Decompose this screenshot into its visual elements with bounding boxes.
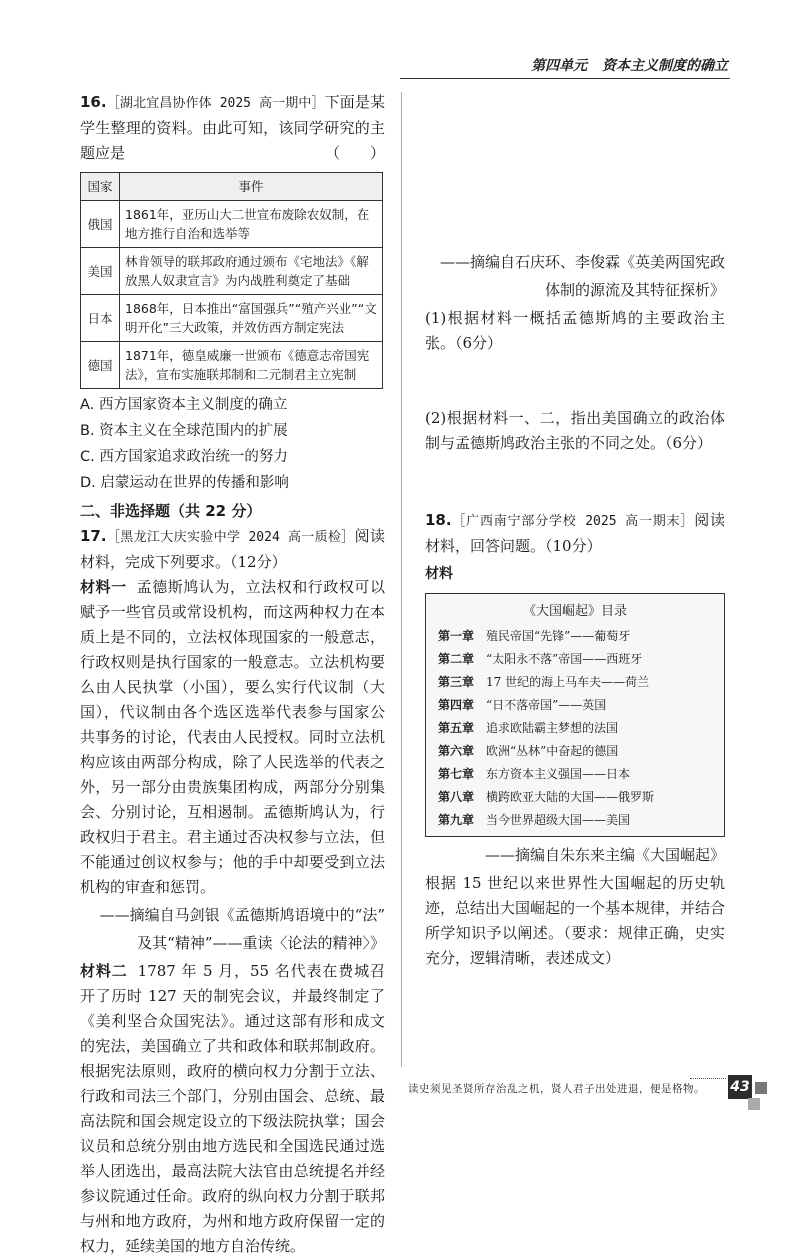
table-row: 德国 1871年，德皇威廉一世颁布《德意志帝国宪法》，宣布实施联邦制和二元制君主立宪制 [81,342,383,389]
citation: ——摘编自石庆环、李俊霖《英美两国宪政 [439,253,725,271]
list-item: 第二章 “太阳永不落”帝国——西班牙 [438,652,643,666]
option-b: B. 资本主义在全球范围内的扩展 [80,423,288,439]
q17-sub1: (1)根据材料一概括孟德斯鸠的主要政治主张。（6分） [425,309,725,352]
page-decoration [748,1098,760,1110]
left-column [80,90,385,1255]
list-item: 第九章 当今世界超级大国——美国 [438,813,631,827]
table-row: 俄国 1861年，亚历山大二世宣布废除农奴制，在地方推行自治和选举等 [81,201,383,248]
table-header: 事件 [120,173,383,201]
toc-title: 《大国崛起》目录 [522,604,627,619]
answer-paren: （ ） [324,144,385,162]
q16-stem: 16.［湖北宜昌协作体 2025 高一期中］下面是某学生整理的资料。由此可知，该同学研究的主题应是 （ ） [80,90,385,166]
section-title: 二、非选择题（共 22 分） [80,502,262,520]
list-item: 第七章 东方资本主义强国——日本 [438,767,631,781]
footer-dots [690,1078,726,1079]
q17-stem: 17.［黑龙江大庆实验中学 2024 高一质检］阅读材料，完成下列要求。（12分） [80,527,385,571]
page-header [531,55,728,75]
q18-question: 根据 15 世纪以来世界性大国崛起的历史轨迹，总结出大国崛起的一个基本规律，并结合所学知识予以阐述。（要求：规律正确，史实充分，逻辑清晰，表述成文） [425,874,726,967]
citation: ——摘编自马剑银《孟德斯鸠语境中的“法” [99,906,385,924]
unit-label: 第四单元 [531,58,588,74]
citation: ——摘编自朱东来主编《大国崛起》 [484,846,725,864]
table-header: 国家 [81,173,120,201]
material-label: 材料 [425,566,453,582]
unit-title: 资本主义制度的确立 [602,58,728,74]
page-number: 43 [728,1075,752,1099]
list-item: 第六章 欧洲“丛林”中奋起的德国 [438,744,619,758]
toc-box [425,593,725,837]
footer-motto: 读史须见圣贤所存治乱之机，贤人君子出处进退，便是格物。 [408,1083,705,1095]
answer-space [425,356,725,406]
list-item: 第五章 追求欧陆霸主梦想的法国 [438,721,619,735]
option-d: D. 启蒙运动在世界的传播和影响 [80,475,289,491]
list-item: 第四章 “日不落帝国”——英国 [438,698,607,712]
option-c: C. 西方国家追求政治统一的努力 [80,449,288,465]
answer-space [425,456,725,508]
option-a: A. 西方国家资本主义制度的确立 [80,397,288,413]
citation: 体制的源流及其特征探析》 [544,281,725,299]
header-rule [400,78,730,79]
table-row: 日本 1868年，日本推出“富国强兵”“殖产兴业”“文明开化”三大政策，并效仿西方制定宪法 [81,295,383,342]
q17-material-1: 材料一 孟德斯鸠认为，立法权和行政权可以赋予一些官员或常设机构，而这两种权力在本质上是不同的，立法权体现国家的一般意志，行政权则是执行国家的一般意志。立法机构要么由人民执掌（小国），要么实行代议制（大国），代议制由各个选区选举代表参与国家公共事务的讨论，代表由人民授权。同时立法机构应该由两部分构成，除了人民选举的代表之外，另一部分由贵族集团构成，两部分分别集会、分别讨论，互相遏制。孟德斯鸠认为，行政权归于君主。君主通过否决权参与立法，但不能通过创议权参与；他的手中却要受到立法机构的审查和惩罚。 [80,578,385,896]
page-decoration [755,1082,767,1094]
column-divider [401,92,402,1067]
right-column [425,90,725,971]
list-item: 第三章 17 世纪的海上马车夫——荷兰 [438,675,650,689]
q17-sub2: (2)根据材料一、二，指出美国确立的政治体制与孟德斯鸠政治主张的不同之处。（6分） [425,409,725,452]
q17-material-2: 材料二 1787 年 5 月，55 名代表在费城召开了历时 127 天的制宪会议，并最终制定了《美利坚合众国宪法》。通过这部有形和成文的宪法，美国确立了共和政体和联邦制政府。根据宪法原则，政府的横向权力分割于立法、行政和司法三个部门，分别由国会、总统、最高法院和国会规定设立的下级法院执掌；国会议员和总统分别由地方选民和全国选民通过选举人团选出，最高法院大法官由总统提名并经参议院通过任命。政府的纵向权力分割于联邦与州和地方政府，为州和地方政府保留一定的权力，延续美国的地方自治传统。 [80,962,385,1255]
list-item: 第八章 横跨欧亚大陆的大国——俄罗斯 [438,790,655,804]
citation: 及其“精神”——重读〈论法的精神〉》 [137,934,385,952]
table-row: 美国 林肯领导的联邦政府通过颁布《宅地法》《解放黑人奴隶宣言》为内战胜利奠定了基础 [81,248,383,295]
list-item: 第一章 殖民帝国“先锋”——葡萄牙 [438,629,631,643]
q16-table [80,172,383,389]
q18-stem: 18.［广西南宁部分学校 2025 高一期末］阅读材料，回答问题。（10分） [425,511,725,555]
